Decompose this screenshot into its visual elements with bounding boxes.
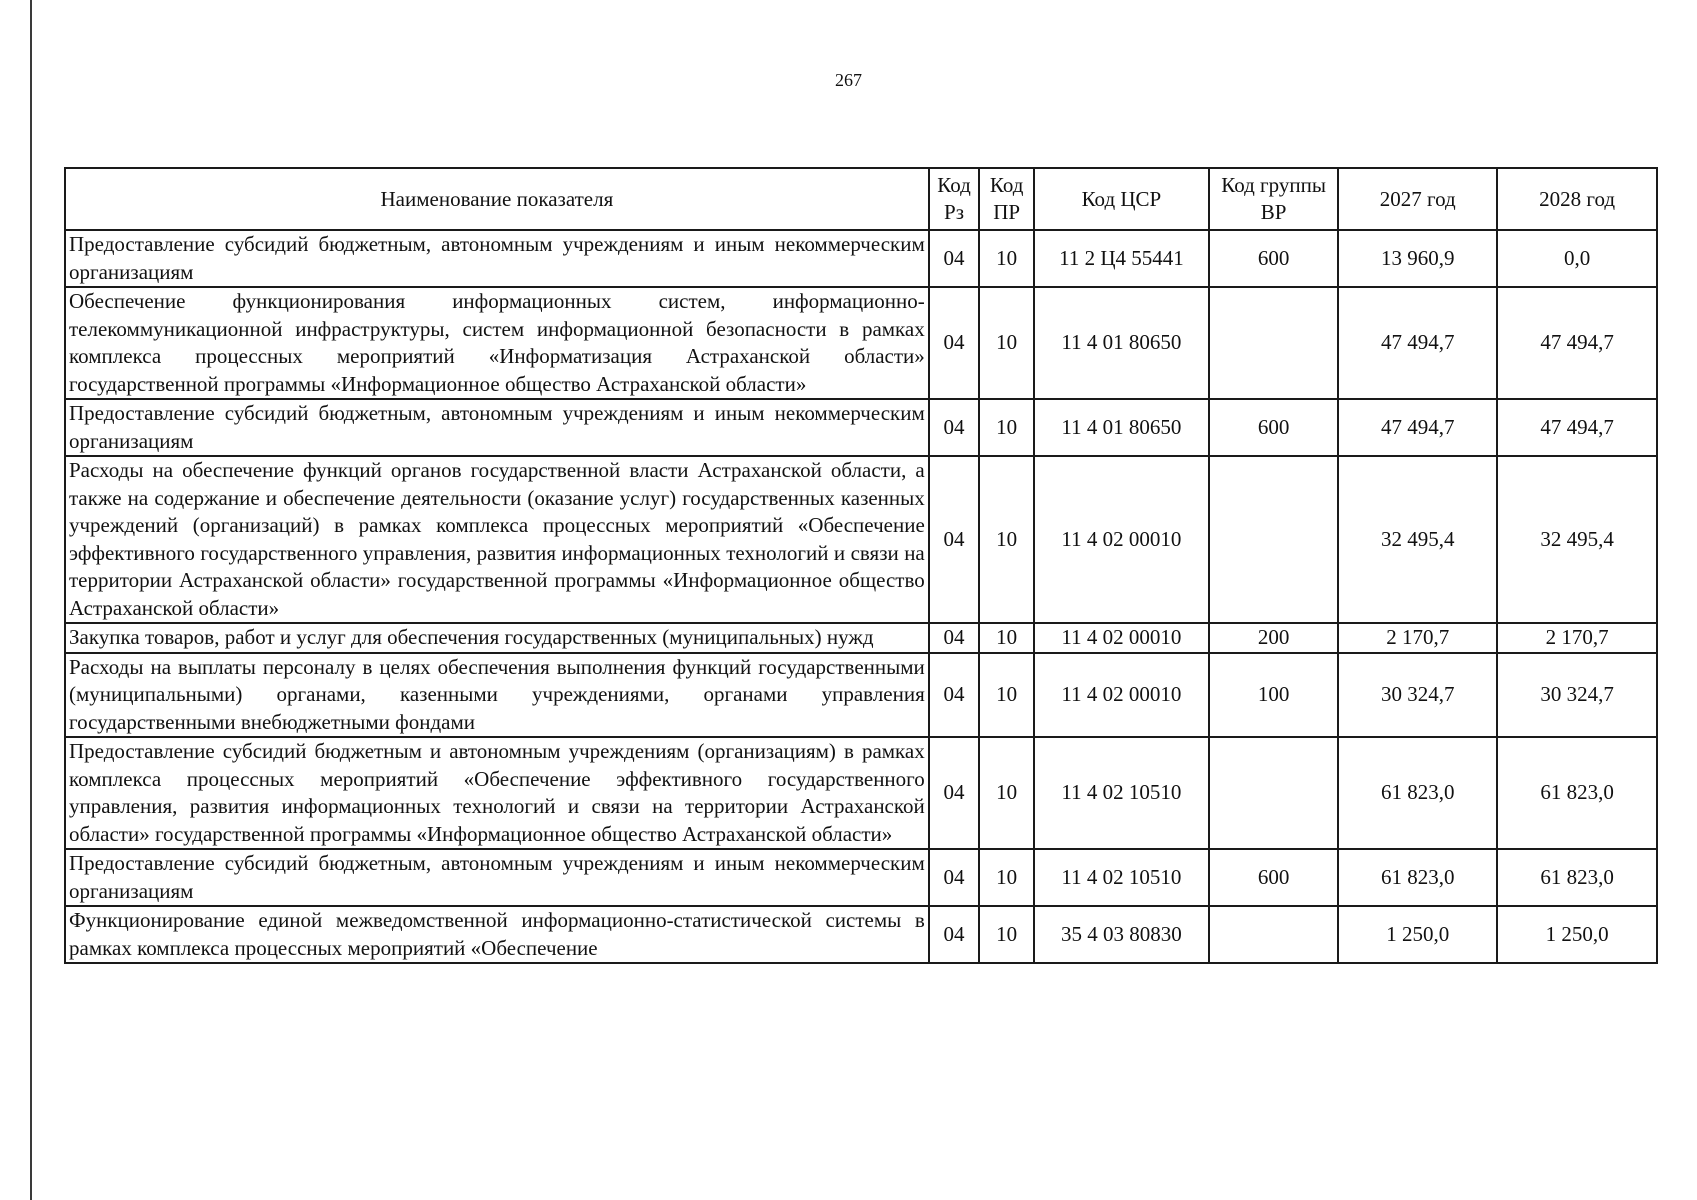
header-pr: Код ПР — [979, 168, 1034, 230]
cell-name: Расходы на обеспечение функций органов государственной власти Астраханской области, а также на содержание и обеспечение деятельности (оказание услуг) государственных казенных учреждений (организаций) в рамках комплекса процессных мероприятий «Обеспечение эффективного государственного управления, развития информационных технологий и связи на территории Астраханской области» государственной программы «Информационное общество Астраханской области» — [65, 456, 929, 623]
header-name: Наименование показателя — [65, 168, 929, 230]
cell-csr: 11 4 01 80650 — [1034, 287, 1209, 399]
cell-2027: 47 494,7 — [1338, 399, 1497, 456]
table-row — [65, 653, 1657, 738]
cell-csr: 11 4 02 00010 — [1034, 653, 1209, 738]
cell-vr: 100 — [1209, 653, 1338, 738]
table-row — [65, 623, 1657, 653]
cell-name: Функционирование единой межведомственной информационно-статистической системы в рамках комплекса процессных мероприятий «Обеспечение — [65, 906, 929, 963]
cell-pr: 10 — [979, 287, 1034, 399]
table-row — [65, 456, 1657, 623]
cell-rz: 04 — [929, 230, 980, 287]
table-row — [65, 906, 1657, 963]
page-number: 267 — [835, 70, 862, 90]
cell-vr — [1209, 906, 1338, 963]
cell-pr: 10 — [979, 906, 1034, 963]
cell-name: Предоставление субсидий бюджетным, автономным учреждениям и иным некоммерческим организациям — [65, 230, 929, 287]
cell-2027: 13 960,9 — [1338, 230, 1497, 287]
binding-margin-line — [30, 0, 32, 1200]
cell-2028: 32 495,4 — [1497, 456, 1657, 623]
cell-2028: 2 170,7 — [1497, 623, 1657, 653]
cell-2028: 61 823,0 — [1497, 737, 1657, 849]
cell-csr: 35 4 03 80830 — [1034, 906, 1209, 963]
cell-rz: 04 — [929, 653, 980, 738]
cell-2027: 61 823,0 — [1338, 737, 1497, 849]
header-2028: 2028 год — [1497, 168, 1657, 230]
cell-name: Закупка товаров, работ и услуг для обеспечения государственных (муниципальных) нужд — [65, 623, 929, 653]
cell-csr: 11 4 01 80650 — [1034, 399, 1209, 456]
cell-csr: 11 4 02 10510 — [1034, 849, 1209, 906]
table-row — [65, 399, 1657, 456]
cell-rz: 04 — [929, 399, 980, 456]
cell-pr: 10 — [979, 737, 1034, 849]
cell-rz: 04 — [929, 849, 980, 906]
table-row — [65, 230, 1657, 287]
cell-vr: 600 — [1209, 230, 1338, 287]
cell-2027: 61 823,0 — [1338, 849, 1497, 906]
cell-2027: 1 250,0 — [1338, 906, 1497, 963]
cell-pr: 10 — [979, 653, 1034, 738]
cell-2028: 61 823,0 — [1497, 849, 1657, 906]
cell-rz: 04 — [929, 906, 980, 963]
cell-rz: 04 — [929, 737, 980, 849]
cell-csr: 11 2 Ц4 55441 — [1034, 230, 1209, 287]
cell-2028: 47 494,7 — [1497, 399, 1657, 456]
table-header-row — [65, 168, 1657, 230]
cell-vr: 200 — [1209, 623, 1338, 653]
table-row — [65, 737, 1657, 849]
cell-csr: 11 4 02 00010 — [1034, 623, 1209, 653]
cell-rz: 04 — [929, 287, 980, 399]
cell-csr: 11 4 02 00010 — [1034, 456, 1209, 623]
cell-rz: 04 — [929, 456, 980, 623]
cell-pr: 10 — [979, 849, 1034, 906]
cell-2028: 47 494,7 — [1497, 287, 1657, 399]
cell-csr: 11 4 02 10510 — [1034, 737, 1209, 849]
table-row — [65, 849, 1657, 906]
cell-vr — [1209, 737, 1338, 849]
header-rz: Код Рз — [929, 168, 980, 230]
header-2027: 2027 год — [1338, 168, 1497, 230]
cell-2028: 1 250,0 — [1497, 906, 1657, 963]
cell-2028: 30 324,7 — [1497, 653, 1657, 738]
cell-2027: 2 170,7 — [1338, 623, 1497, 653]
cell-vr: 600 — [1209, 849, 1338, 906]
cell-name: Предоставление субсидий бюджетным, автономным учреждениям и иным некоммерческим организациям — [65, 399, 929, 456]
cell-vr — [1209, 456, 1338, 623]
cell-pr: 10 — [979, 399, 1034, 456]
cell-name: Предоставление субсидий бюджетным и автономным учреждениям (организациям) в рамках комплекса процессных мероприятий «Обеспечение эффективного государственного управления, развития информационных технологий и связи на территории Астраханской области» государственной программы «Информационное общество Астраханской области» — [65, 737, 929, 849]
cell-name: Предоставление субсидий бюджетным, автономным учреждениям и иным некоммерческим организациям — [65, 849, 929, 906]
cell-2028: 0,0 — [1497, 230, 1657, 287]
header-vr: Код группы ВР — [1209, 168, 1338, 230]
cell-vr — [1209, 287, 1338, 399]
budget-table — [64, 167, 1658, 964]
cell-2027: 32 495,4 — [1338, 456, 1497, 623]
cell-pr: 10 — [979, 623, 1034, 653]
cell-pr: 10 — [979, 456, 1034, 623]
header-csr: Код ЦСР — [1034, 168, 1209, 230]
cell-2027: 47 494,7 — [1338, 287, 1497, 399]
table-row — [65, 287, 1657, 399]
cell-vr: 600 — [1209, 399, 1338, 456]
cell-rz: 04 — [929, 623, 980, 653]
cell-2027: 30 324,7 — [1338, 653, 1497, 738]
cell-pr: 10 — [979, 230, 1034, 287]
cell-name: Обеспечение функционирования информационных систем, информационно-телекоммуникационной инфраструктуры, систем информационной безопасности в рамках комплекса процессных мероприятий «Информатизация Астраханской области» государственной программы «Информационное общество Астраханской области» — [65, 287, 929, 399]
cell-name: Расходы на выплаты персоналу в целях обеспечения выполнения функций государственными (муниципальными) органами, казенными учреждениями, органами управления государственными внебюджетными фондами — [65, 653, 929, 738]
